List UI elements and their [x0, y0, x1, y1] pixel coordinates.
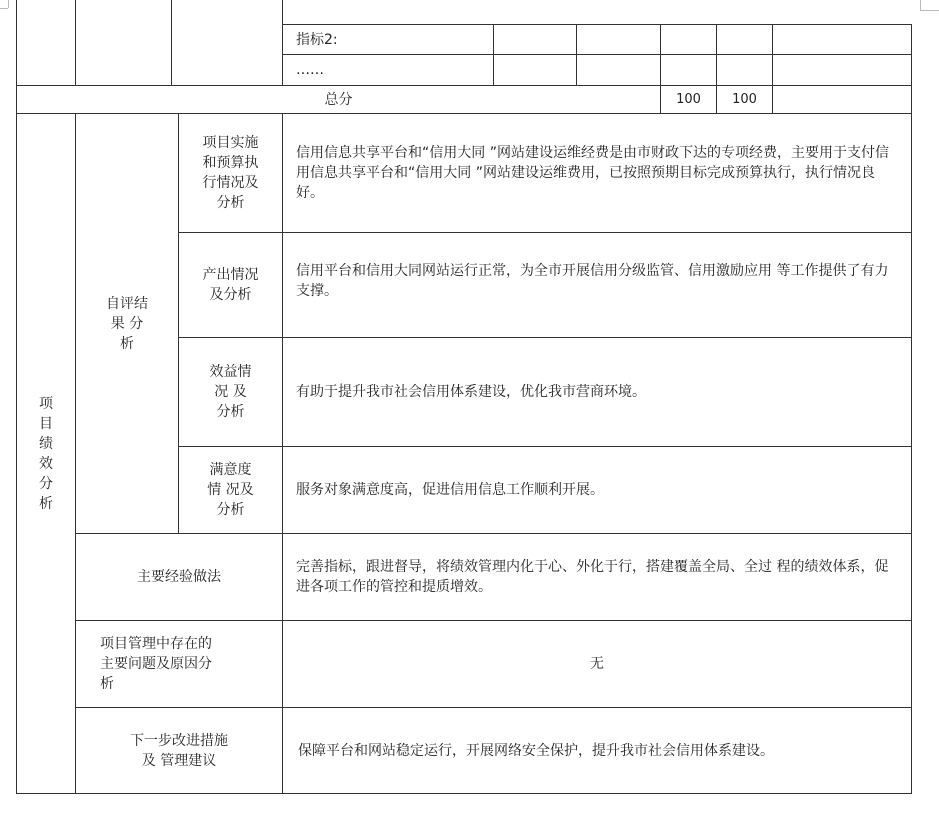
corner-mark — [920, 10, 939, 11]
row-content-cell — [296, 233, 901, 337]
next-steps-content-cell — [298, 708, 908, 793]
grid-line — [493, 24, 494, 86]
row-content: 信用信息共享平台和“信用大同 ”网站建设运维经费是由市财政下达的专项经费，主要用于支付信用信息共享平台和“信用大同 ”网站建设运维费用，已按照预期目标完成预算执行，执行情况良好。 — [296, 145, 889, 201]
total-score-a-cell — [661, 86, 716, 113]
corner-mark — [8, 0, 9, 8]
row-label-cell — [179, 114, 282, 232]
total-score-a: 100 — [676, 91, 701, 107]
self-eval-label-cell — [76, 114, 178, 533]
problems-label-cell — [100, 621, 282, 707]
experience-label-cell — [76, 534, 282, 620]
grid-line — [282, 0, 283, 86]
section-label: 项 目 绩 效 分 析 — [39, 395, 53, 512]
experience-content: 完善指标，跟进督导，将绩效管理内化于心、外化于行，搭建覆盖全局、全过 程的绩效体系，促进各项工作的管控和提质增效。 — [296, 559, 889, 595]
grid-line — [16, 793, 912, 794]
problems-content: 无 — [590, 656, 604, 672]
self-eval-label: 自评结 果 分 析 — [106, 295, 148, 352]
total-score-label-cell — [17, 86, 660, 113]
row-label: 效益情 况 及 分析 — [209, 364, 252, 420]
total-score-b: 100 — [732, 91, 757, 107]
row-label-cell — [179, 447, 282, 533]
indicator-2-cell — [296, 25, 491, 54]
experience-content-cell — [296, 534, 901, 620]
ellipsis-cell — [296, 55, 491, 85]
row-content: 信用平台和信用大同网站运行正常，为全市开展信用分级监管、信用激励应用 等工作提供了有力支撑。 — [296, 263, 889, 299]
corner-mark — [920, 0, 921, 10]
problems-content-cell — [283, 621, 911, 707]
row-label-cell — [179, 233, 282, 337]
row-label-cell — [179, 338, 282, 446]
total-score-label: 总分 — [324, 91, 353, 108]
section-label-cell — [17, 114, 75, 793]
grid-line — [772, 24, 773, 114]
row-content: 有助于提升我市社会信用体系建设，优化我市营商环境。 — [296, 384, 646, 400]
grid-line — [576, 24, 577, 86]
next-steps-content: 保障平台和网站稳定运行，开展网络安全保护，提升我市社会信用体系建设。 — [298, 742, 774, 759]
problems-label: 项目管理中存在的 主要问题及原因分 析 — [100, 636, 212, 692]
corner-mark — [0, 8, 8, 9]
row-content-cell — [296, 338, 901, 446]
row-content: 服务对象满意度高，促进信用信息工作顺利开展。 — [296, 482, 604, 498]
row-label: 满意度 情 况及 分析 — [207, 462, 254, 518]
total-score-b-cell — [717, 86, 772, 113]
row-label: 产出情况 及分析 — [202, 267, 259, 303]
experience-label: 主要经验做法 — [137, 569, 221, 585]
next-steps-label: 下一步改进措施 及 管理建议 — [130, 732, 228, 769]
grid-line — [171, 0, 172, 86]
row-content-cell — [296, 114, 901, 232]
grid-line — [75, 0, 76, 86]
row-label: 项目实施 和预算执 行情况及 分析 — [202, 135, 259, 211]
next-steps-label-cell — [76, 708, 282, 793]
row-content-cell — [296, 447, 901, 533]
indicator-2-label: 指标2: — [296, 31, 338, 48]
grid-line — [911, 24, 912, 794]
ellipsis-label: …… — [296, 62, 324, 78]
